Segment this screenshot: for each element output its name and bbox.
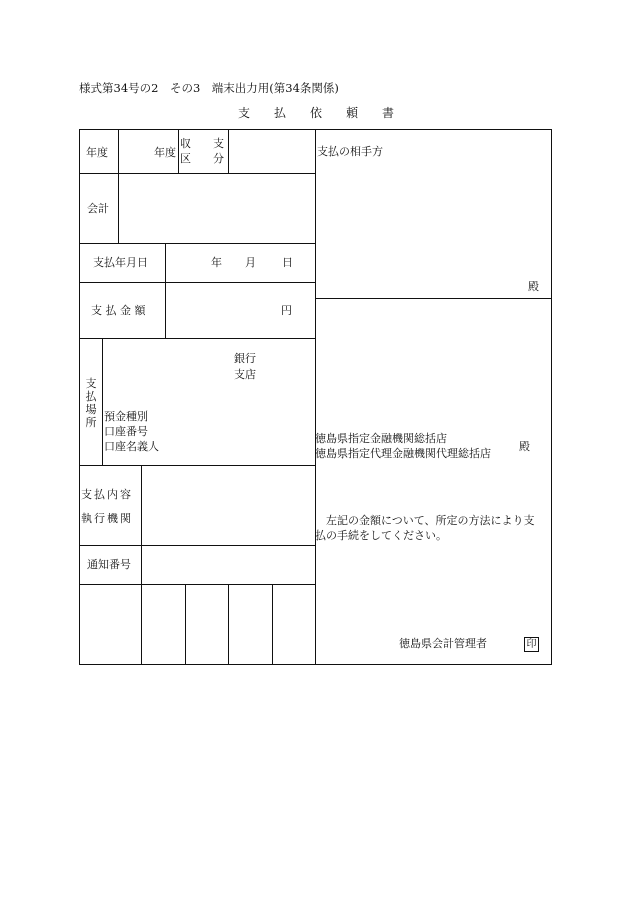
date-day: 日	[282, 256, 293, 269]
bank-label: 銀行	[234, 352, 256, 365]
shuushi-bottom: 区 分	[180, 152, 224, 165]
exec-label: 執行機関	[81, 512, 133, 525]
request-line-2: 払の手続をしてください。	[315, 529, 447, 542]
form-title: 支払依頼書	[238, 106, 419, 120]
dono-2: 殿	[519, 440, 530, 453]
date-month: 月	[245, 256, 256, 269]
nendo-suffix: 年度	[154, 146, 176, 159]
bank-line-2: 徳島県指定代理金融機関代理総括店	[315, 447, 491, 460]
accounting-manager: 徳島県会計管理者	[399, 637, 487, 650]
branch-label: 支店	[234, 368, 256, 381]
place-label: 支払場所	[85, 377, 97, 429]
nendo-label: 年度	[86, 146, 108, 159]
notice-label: 通知番号	[87, 558, 131, 571]
form-number: 様式第34号の2 その3 端末出力用(第34条関係)	[79, 81, 339, 95]
amount-unit: 円	[281, 304, 292, 317]
amount-label: 支 払 金 額	[91, 304, 146, 317]
date-year: 年	[211, 256, 222, 269]
content-label: 支払内容	[81, 488, 133, 501]
dono-1: 殿	[528, 280, 539, 293]
bank-line-1: 徳島県指定金融機関総括店	[315, 432, 447, 445]
account-number-label: 口座番号	[104, 425, 148, 438]
account-name-label: 口座名義人	[104, 440, 159, 453]
payee-label: 支払の相手方	[317, 145, 383, 158]
request-line-1: 左記の金額について、所定の方法により支	[315, 514, 535, 527]
kaikei-label: 会計	[87, 202, 109, 215]
seal-stamp-box: 印	[524, 637, 539, 652]
deposit-type-label: 預金種別	[104, 410, 148, 423]
shuushi-top: 収 支	[180, 137, 224, 150]
payment-date-label: 支払年月日	[93, 256, 148, 269]
